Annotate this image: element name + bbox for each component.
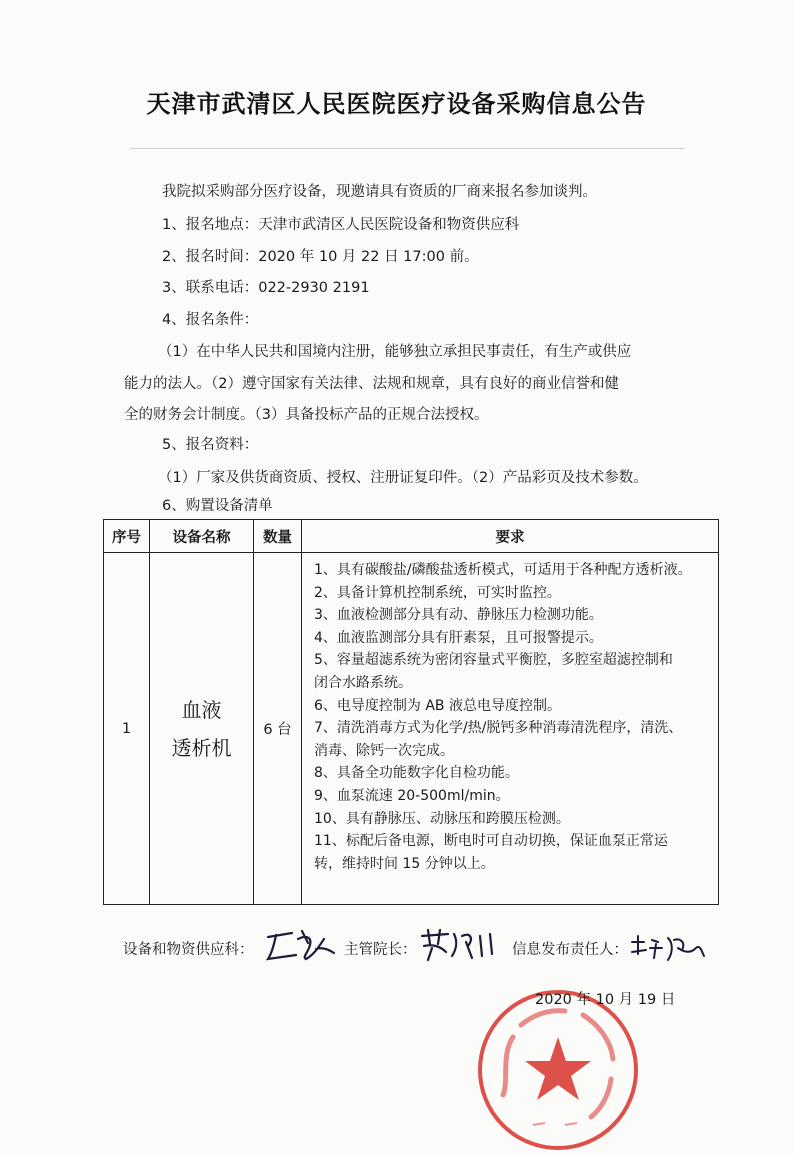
conditions-text-line: 能力的法人。（2）遵守国家有关法律、法规和规章，具有良好的商业信誉和健 — [124, 376, 619, 392]
requirement-line: 10、具有静脉压、动脉压和跨膜压检测。 — [314, 810, 570, 827]
conditions-text-line: 全的财务会计制度。（3）具备投标产品的正规合法授权。 — [124, 407, 489, 423]
requirement-line: 6、电导度控制为 AB 液总电导度控制。 — [314, 697, 561, 714]
row-equipment-name — [150, 553, 254, 905]
header-equipment-name: 设备名称 — [150, 520, 254, 553]
supply-dept-label: 设备和物资供应科： — [123, 942, 254, 958]
signature-icon — [418, 926, 500, 964]
signature-icon — [628, 930, 708, 966]
row-quantity: 6 台 — [254, 553, 302, 905]
registration-materials-heading: 5、报名资料： — [162, 437, 259, 453]
header-seq: 序号 — [104, 520, 150, 553]
requirement-line: 2、具备计算机控制系统，可实时监控。 — [314, 584, 561, 601]
registration-conditions-heading: 4、报名条件： — [162, 312, 259, 328]
registration-location: 1、报名地点：天津市武清区人民医院设备和物资供应科 — [162, 217, 520, 233]
requirement-line: 8、具备全功能数字化自检功能。 — [314, 765, 519, 782]
row-requirements — [302, 553, 719, 905]
director-label: 主管院长： — [344, 942, 417, 958]
title-divider — [130, 148, 685, 149]
requirement-line: 1、具有碳酸盐/磷酸盐透析模式，可适用于各种配方透析液。 — [314, 562, 692, 578]
contact-phone: 3、联系电话：022-2930 2191 — [162, 280, 370, 296]
header-quantity: 数量 — [254, 520, 302, 553]
requirement-line: 5、容量超滤系统为密闭容量式平衡腔，多腔室超滤控制和 — [314, 652, 673, 669]
header-requirements: 要求 — [302, 520, 719, 553]
materials-text: （1）厂家及供货商资质、授权、注册证复印件。（2）产品彩页及技术参数。 — [158, 470, 648, 486]
requirement-line: 4、血液监测部分具有肝素泵，且可报警提示。 — [314, 629, 603, 646]
signature-icon — [262, 925, 340, 967]
table-row — [104, 553, 719, 905]
equipment-table — [103, 519, 719, 905]
registration-time: 2、报名时间：2020 年 10 月 22 日 17:00 前。 — [162, 249, 479, 265]
table-header-row — [104, 520, 719, 553]
row-seq: 1 — [104, 553, 150, 905]
page-title: 天津市武清区人民医院医疗设备采购信息公告 — [146, 90, 647, 118]
equipment-list-heading: 6、购置设备清单 — [162, 498, 273, 514]
intro-text: 我院拟采购部分医疗设备，现邀请具有资质的厂商来报名参加谈判。 — [162, 184, 597, 200]
publisher-label: 信息发布责任人： — [512, 942, 628, 958]
requirement-line: 3、血液检测部分具有动、静脉压力检测功能。 — [314, 607, 603, 624]
requirement-line: 9、血泵流速 20-500ml/min。 — [314, 787, 510, 804]
requirement-line: 7、清洗消毒方式为化学/热/脱钙多种消毒清洗程序，清洗、 — [314, 720, 683, 737]
equipment-name-line: 血液 — [181, 697, 222, 722]
equipment-name-line: 透析机 — [171, 735, 232, 760]
requirement-line: 消毒、除钙一次完成。 — [314, 742, 454, 759]
issue-date: 2020 年 10 月 19 日 — [535, 992, 676, 1008]
requirement-line: 11、标配后备电源，断电时可自动切换，保证血泵正常运 — [314, 833, 668, 850]
requirement-line: 闭合水路系统。 — [314, 674, 412, 691]
conditions-text-line: （1）在中华人民共和国境内注册，能够独立承担民事责任，有生产或供应 — [158, 344, 632, 360]
official-seal-icon — [473, 985, 643, 1155]
requirement-line: 转，维持时间 15 分钟以上。 — [314, 855, 495, 872]
